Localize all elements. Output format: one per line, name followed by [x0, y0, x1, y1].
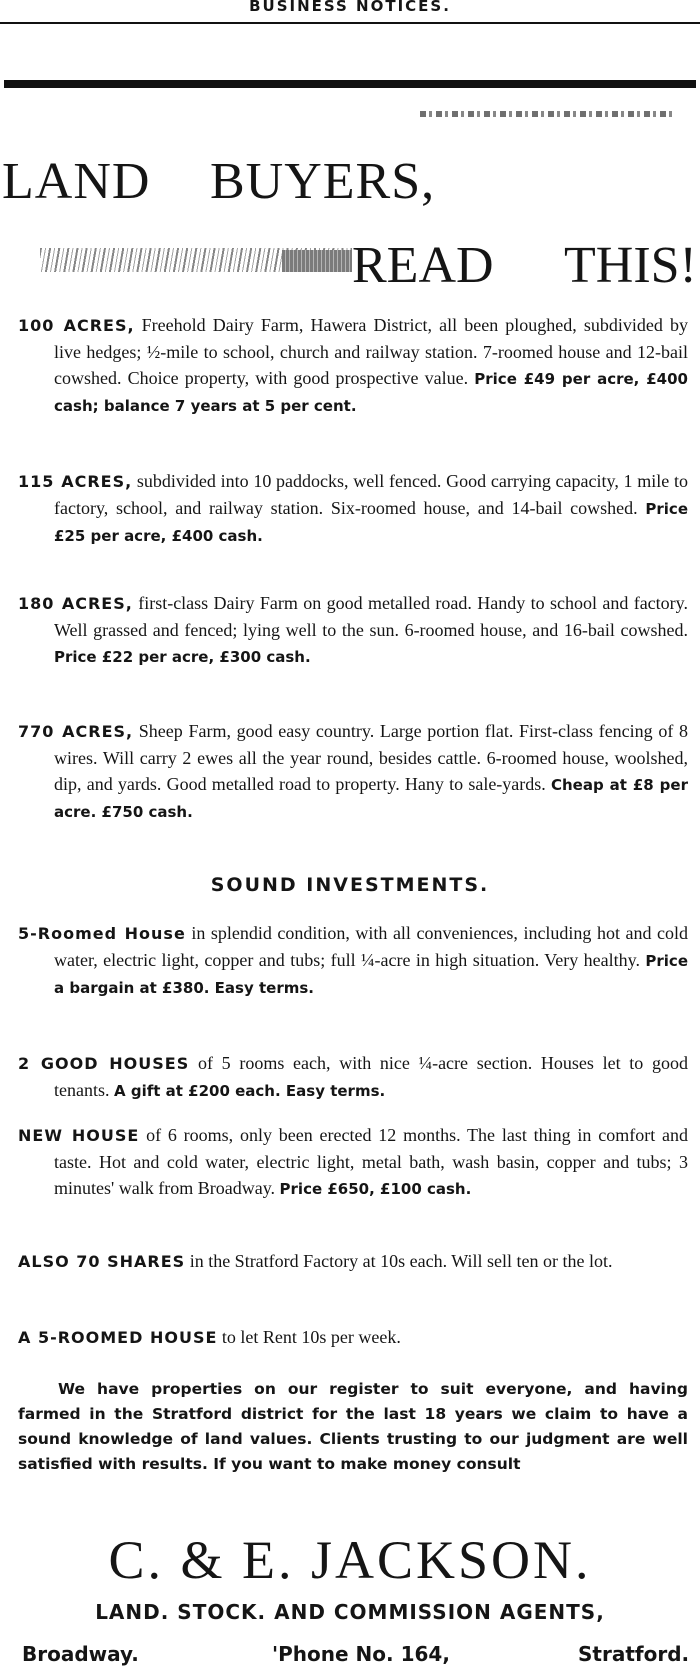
header-rule	[0, 22, 700, 24]
decorative-smear	[40, 248, 352, 272]
listing-price: Price £25 per acre, £400 cash.	[54, 500, 688, 545]
firm-location-right: Stratford.	[578, 1642, 690, 1666]
headline-word-read: READ	[352, 237, 494, 294]
listing-115-acres	[18, 468, 688, 549]
listing-100-acres	[18, 312, 688, 419]
header-title: BUSINESS NOTICES.	[249, 0, 451, 15]
investment-price: Price a bargain at £380. Easy terms.	[54, 952, 688, 997]
broken-rule	[420, 111, 675, 117]
listing-770-acres	[18, 718, 688, 825]
listing-180-acres	[18, 590, 688, 670]
firm-name: C. & E. JACKSON.	[108, 1530, 592, 1590]
listing-body: first-class Dairy Farm on good metalled road. Handy to school and factory. Well grassed and fenced; lying well to the sun. 6-roomed house, and 16-bail cowshed.	[54, 593, 688, 640]
headline-word-land: LAND	[2, 153, 151, 210]
investment-70-shares	[18, 1248, 688, 1275]
investment-lead: ALSO 70 SHARES	[18, 1252, 186, 1271]
headline-read-this	[352, 236, 700, 296]
listing-body: Sheep Farm, good easy country. Large portion flat. First-class fencing of 8 wires. Will carry 2 ewes all the year round, besides cattle. 6-roomed house, woolshed, dip, and yards. Good metalled road to property. Hany to sale-yards.	[54, 721, 688, 794]
investment-body: of 5 rooms each, with nice ¼-acre section. Houses let to good tenants.	[54, 1053, 688, 1100]
firm-location-left: Broadway.	[22, 1642, 139, 1666]
firm-tagline: LAND. STOCK. AND COMMISSION AGENTS,	[95, 1600, 605, 1624]
firm-phone: 'Phone No. 164,	[272, 1642, 450, 1666]
listing-body: subdivided into 10 paddocks, well fenced. Good carrying capacity, 1 mile to factory, school, and railway station. Six-roomed house, and 14-bail cowshed.	[54, 471, 688, 518]
investment-body: to let Rent 10s per week.	[217, 1327, 401, 1347]
headline-word-this: THIS!	[564, 237, 697, 294]
listing-lead: 115 ACRES,	[18, 472, 133, 491]
investment-body: in splendid condition, with all conveniences, including hot and cold water, electric light, copper and tubs; full ¼-acre in high situation. Very healthy.	[54, 923, 689, 970]
investment-house-to-let	[18, 1324, 688, 1351]
investment-lead: A 5-ROOMED HOUSE	[18, 1328, 218, 1347]
investment-price: Price £650, £100 cash.	[279, 1180, 472, 1198]
listing-lead: 180 ACRES,	[18, 594, 133, 613]
investment-lead: 5-Roomed House	[18, 924, 186, 943]
investment-5-roomed-house	[18, 920, 688, 1001]
closing-paragraph: We have properties on our register to suit everyone, and having farmed in the Stratford district for the last 18 years we claim to have a sound knowledge of land values. Clients trusting to our judgment are well satisfied with results. If you want to make money consult	[18, 1380, 688, 1473]
headline-word-buyers: BUYERS,	[210, 153, 436, 210]
section-title: SOUND INVESTMENTS.	[210, 874, 490, 896]
listing-price: Price £49 per acre, £400 cash; balance 7 years at 5 per cent.	[54, 370, 688, 415]
thick-rule	[4, 80, 696, 88]
investment-body: in the Stratford Factory at 10s each. Will sell ten or the lot.	[185, 1251, 613, 1271]
listing-price: Price £22 per acre, £300 cash.	[54, 648, 311, 666]
listing-price: Cheap at £8 per acre. £750 cash.	[54, 776, 688, 821]
investment-2-good-houses	[18, 1050, 688, 1104]
headline-land-buyers	[2, 152, 700, 212]
listing-lead: 100 ACRES,	[18, 316, 135, 335]
investment-lead: 2 GOOD HOUSES	[18, 1054, 190, 1073]
listing-body: Freehold Dairy Farm, Hawera District, all been ploughed, subdivided by live hedges; ½-mile to school, church and railway station. 7-roomed house and 12-bail cowshed. Choice property, with good prospective value.	[54, 315, 688, 388]
investment-price: A gift at £200 each. Easy terms.	[114, 1082, 386, 1100]
investment-new-house	[18, 1122, 688, 1202]
listing-lead: 770 ACRES,	[18, 722, 134, 741]
investment-lead: NEW HOUSE	[18, 1126, 140, 1145]
investment-body: of 6 rooms, only been erected 12 months. The last thing in comfort and taste. Hot and cold water, electric light, metal bath, wash basin, copper and tubs; 3 minutes' walk from Broadway.	[54, 1125, 688, 1198]
